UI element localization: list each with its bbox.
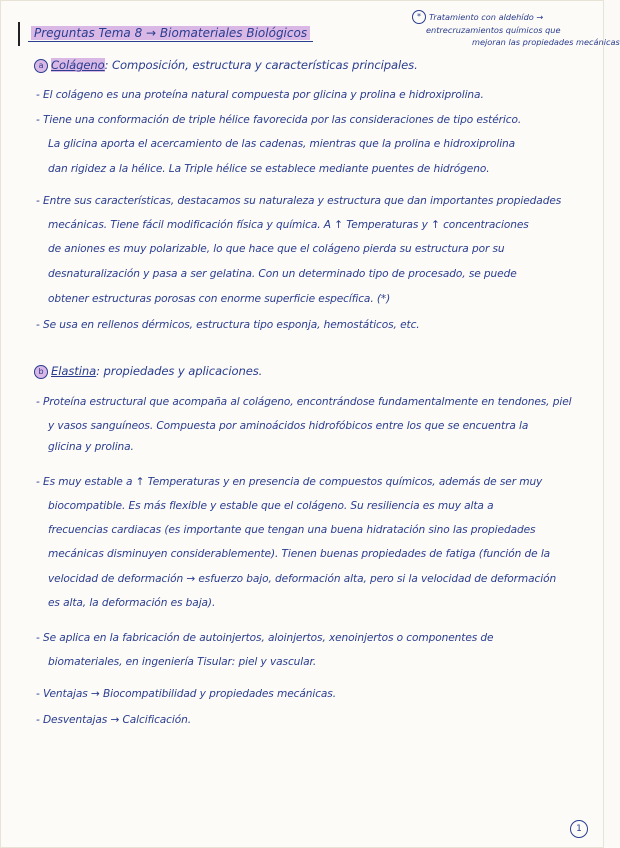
text-line: - Se aplica en la fabricación de autoinjertos, aloinjertos, xenoinjertos o componentes de [36,632,494,644]
text-line: desnaturalización y pasa a ser gelatina. Con un determinado tipo de procesado, se puede [48,268,517,280]
section-term: Colágeno [51,58,105,72]
side-note [412,10,620,48]
text-line: mecánicas. Tiene fácil modificación física y química. A ↑ Temperaturas y ↑ concentraciones [48,219,529,231]
text-line: de aniones es muy polarizable, lo que hace que el colágeno pierda su estructura por su [48,243,505,255]
margin-mark [18,22,20,46]
section-marker: b [34,365,48,379]
side-note-line: entrecruzamientos químicos que [426,25,561,35]
text-line: - El colágeno es una proteína natural compuesta por glicina y prolina e hidroxiprolina. [36,89,484,101]
text-line: - Entre sus características, destacamos su naturaleza y estructura que dan importantes propiedades [36,195,562,207]
section-heading-elastin [34,364,262,379]
text-line: velocidad de deformación → esfuerzo bajo, deformación alta, pero si la velocidad de deformación [48,573,557,585]
text-line: - Proteína estructural que acompaña al colágeno, encontrándose fundamentalmente en tendones, piel [36,396,572,408]
side-note-marker: * [412,10,426,24]
text-line: La glicina aporta el acercamiento de las cadenas, mientras que la prolina e hidroxiprolina [48,138,516,150]
text-line: obtener estructuras porosas con enorme superficie específica. (*) [48,293,391,305]
text-line: es alta, la deformación es baja). [48,597,216,609]
text-line: biomateriales, en ingeniería Tisular: piel y vascular. [48,656,317,668]
text-line: frecuencias cardiacas (es importante que tengan una buena hidratación sino las propiedades [48,524,536,536]
text-line: - Tiene una conformación de triple hélice favorecida por las consideraciones de tipo estérico. [36,114,522,126]
text-line: - Se usa en rellenos dérmicos, estructura tipo esponja, hemostáticos, etc. [36,319,420,331]
text-line: - Ventajas → Biocompatibilidad y propiedades mecánicas. [36,688,336,700]
section-term: Elastina [51,364,97,378]
side-note-line: Tratamiento con aldehído → [429,12,544,22]
side-note-line: mejoran las propiedades mecánicas [472,37,620,47]
text-line: - Es muy estable a ↑ Temperaturas y en presencia de compuestos químicos, además de ser muy [36,476,543,488]
page-title: Preguntas Tema 8 → Biomateriales Biológicos [28,25,313,42]
text-line: - Desventajas → Calcificación. [36,714,192,726]
page-number: 1 [570,820,588,838]
text-line: biocompatible. Es más flexible y estable que el colágeno. Su resiliencia es muy alta a [48,500,494,512]
text-line: y vasos sanguíneos. Compuesta por aminoácidos hidrofóbicos entre los que se encuentra la [48,420,529,432]
section-marker: a [34,59,48,73]
text-line: mecánicas disminuyen considerablemente). Tienen buenas propiedades de fatiga (función de la [48,548,551,560]
section-heading-rest: : Composición, estructura y características principales. [104,58,418,72]
text-line: dan rigidez a la hélice. La Triple hélice se establece mediante puentes de hidrógeno. [48,163,490,175]
section-heading-rest: : propiedades y aplicaciones. [96,364,263,378]
section-heading-collagen [34,58,418,73]
text-line: glicina y prolina. [48,441,134,453]
